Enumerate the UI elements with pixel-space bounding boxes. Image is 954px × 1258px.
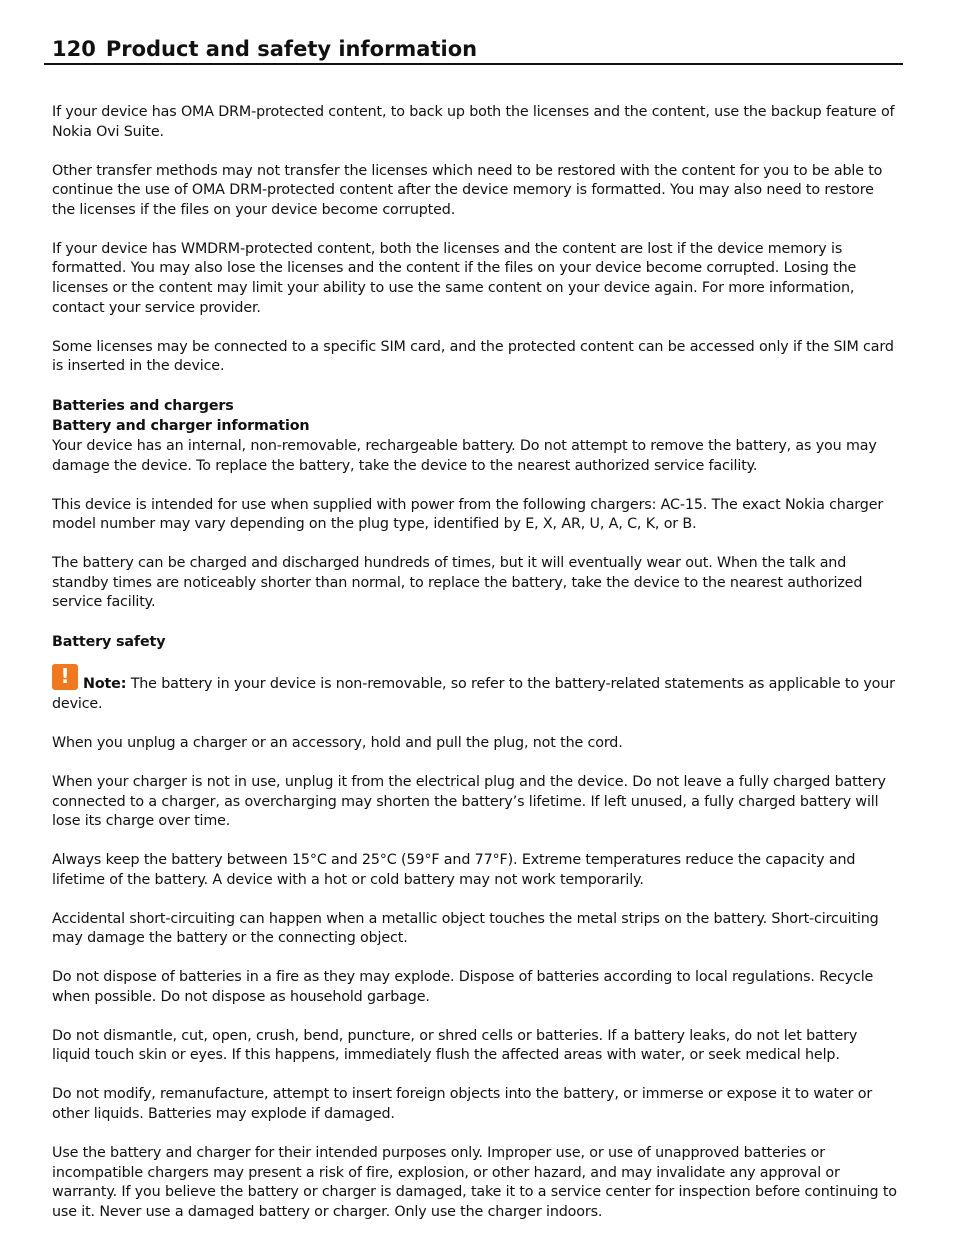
paragraph: When you unplug a charger or an accessory, hold and pull the plug, not the cord.: [52, 735, 623, 751]
warning-icon: !: [52, 664, 78, 690]
paragraph: Do not modify, remanufacture, attempt to insert foreign objects into the battery, or immerse or expose it to water or other liquids. Batteries may explode if damaged.: [52, 1086, 873, 1123]
paragraph: If your device has WMDRM-protected content, both the licenses and the content are lost if the device memory is formatted. You may also lose the licenses and the content if the files on your device become corrupted. Losing the licenses or the content may limit your ability to use the same content on your device again. For more information, contact your service provider.: [52, 240, 857, 316]
note-paragraph: [52, 664, 898, 714]
section-heading-batteries: Batteries and chargers: [52, 398, 234, 415]
paragraph: Other transfer methods may not transfer the licenses which need to be restored with the content for you to be able to continue the use of OMA DRM-protected content after the device memory is formatted. You may also need to restore the licenses if the files on your device become corrupted.: [52, 162, 883, 218]
paragraph: Your device has an internal, non-removable, rechargeable battery. Do not attempt to remove the battery, as you may damage the device. To replace the battery, take the device to the nearest authorized service facility.: [52, 438, 877, 474]
note-label: Note:: [83, 676, 127, 693]
paragraph: Accidental short-circuiting can happen when a metallic object touches the metal strips on the battery. Short-circuiting may damage the battery or the connecting object.: [52, 910, 879, 947]
paragraph: When your charger is not in use, unplug it from the electrical plug and the device. Do not leave a fully charged battery connected to a charger, as overcharging may shorten the battery’s lifetime. If left unused, a fully charged battery will lose its charge over time.: [52, 773, 886, 830]
paragraph: This device is intended for use when supplied with power from the following chargers: AC-15. The exact Nokia charger model number may vary depending on the plug type, identified by E, X, AR, U, A, C, K, or B.: [52, 496, 884, 533]
page-number: 120: [52, 37, 96, 61]
note-text: The battery in your device is non-removable, so refer to the battery-related statements as applicable to your device.: [52, 676, 895, 713]
subsection-heading-safety: Battery safety: [52, 634, 166, 651]
page-title: [44, 36, 903, 62]
subsection-heading-info: Battery and charger information: [52, 418, 310, 435]
page-title-text: Product and safety information: [105, 37, 478, 61]
document-body: [52, 103, 898, 1242]
paragraph: The battery can be charged and discharged hundreds of times, but it will eventually wear out. When the talk and standby times are noticeably shorter than normal, to replace the battery, take the device to the nearest authorized service facility.: [52, 555, 863, 611]
page-header: [44, 36, 903, 65]
paragraph: Always keep the battery between 15°C and 25°C (59°F and 77°F). Extreme temperatures reduce the capacity and lifetime of the battery. A device with a hot or cold battery may not work temporarily.: [52, 852, 856, 888]
paragraph: Use the battery and charger for their intended purposes only. Improper use, or use of unapproved batteries or incompatible chargers may present a risk of fire, explosion, or other hazard, and may invalidate any approval or warranty. If you believe the battery or charger is damaged, take it to a service center for inspection before continuing to use it. Never use a damaged battery or charger. Only use the charger indoors.: [52, 1145, 897, 1220]
paragraph: Do not dispose of batteries in a fire as they may explode. Dispose of batteries according to local regulations. Recycle when possible. Do not dispose as household garbage.: [52, 969, 874, 1005]
paragraph: Some licenses may be connected to a specific SIM card, and the protected content can be accessed only if the SIM card is inserted in the device.: [52, 338, 894, 375]
paragraph: Do not dismantle, cut, open, crush, bend, puncture, or shred cells or batteries. If a battery leaks, do not let battery liquid touch skin or eyes. If this happens, immediately flush the affected areas with water, or seek medical help.: [52, 1027, 858, 1064]
paragraph: If your device has OMA DRM-protected content, to back up both the licenses and the content, use the backup feature of Nokia Ovi Suite.: [52, 104, 895, 140]
